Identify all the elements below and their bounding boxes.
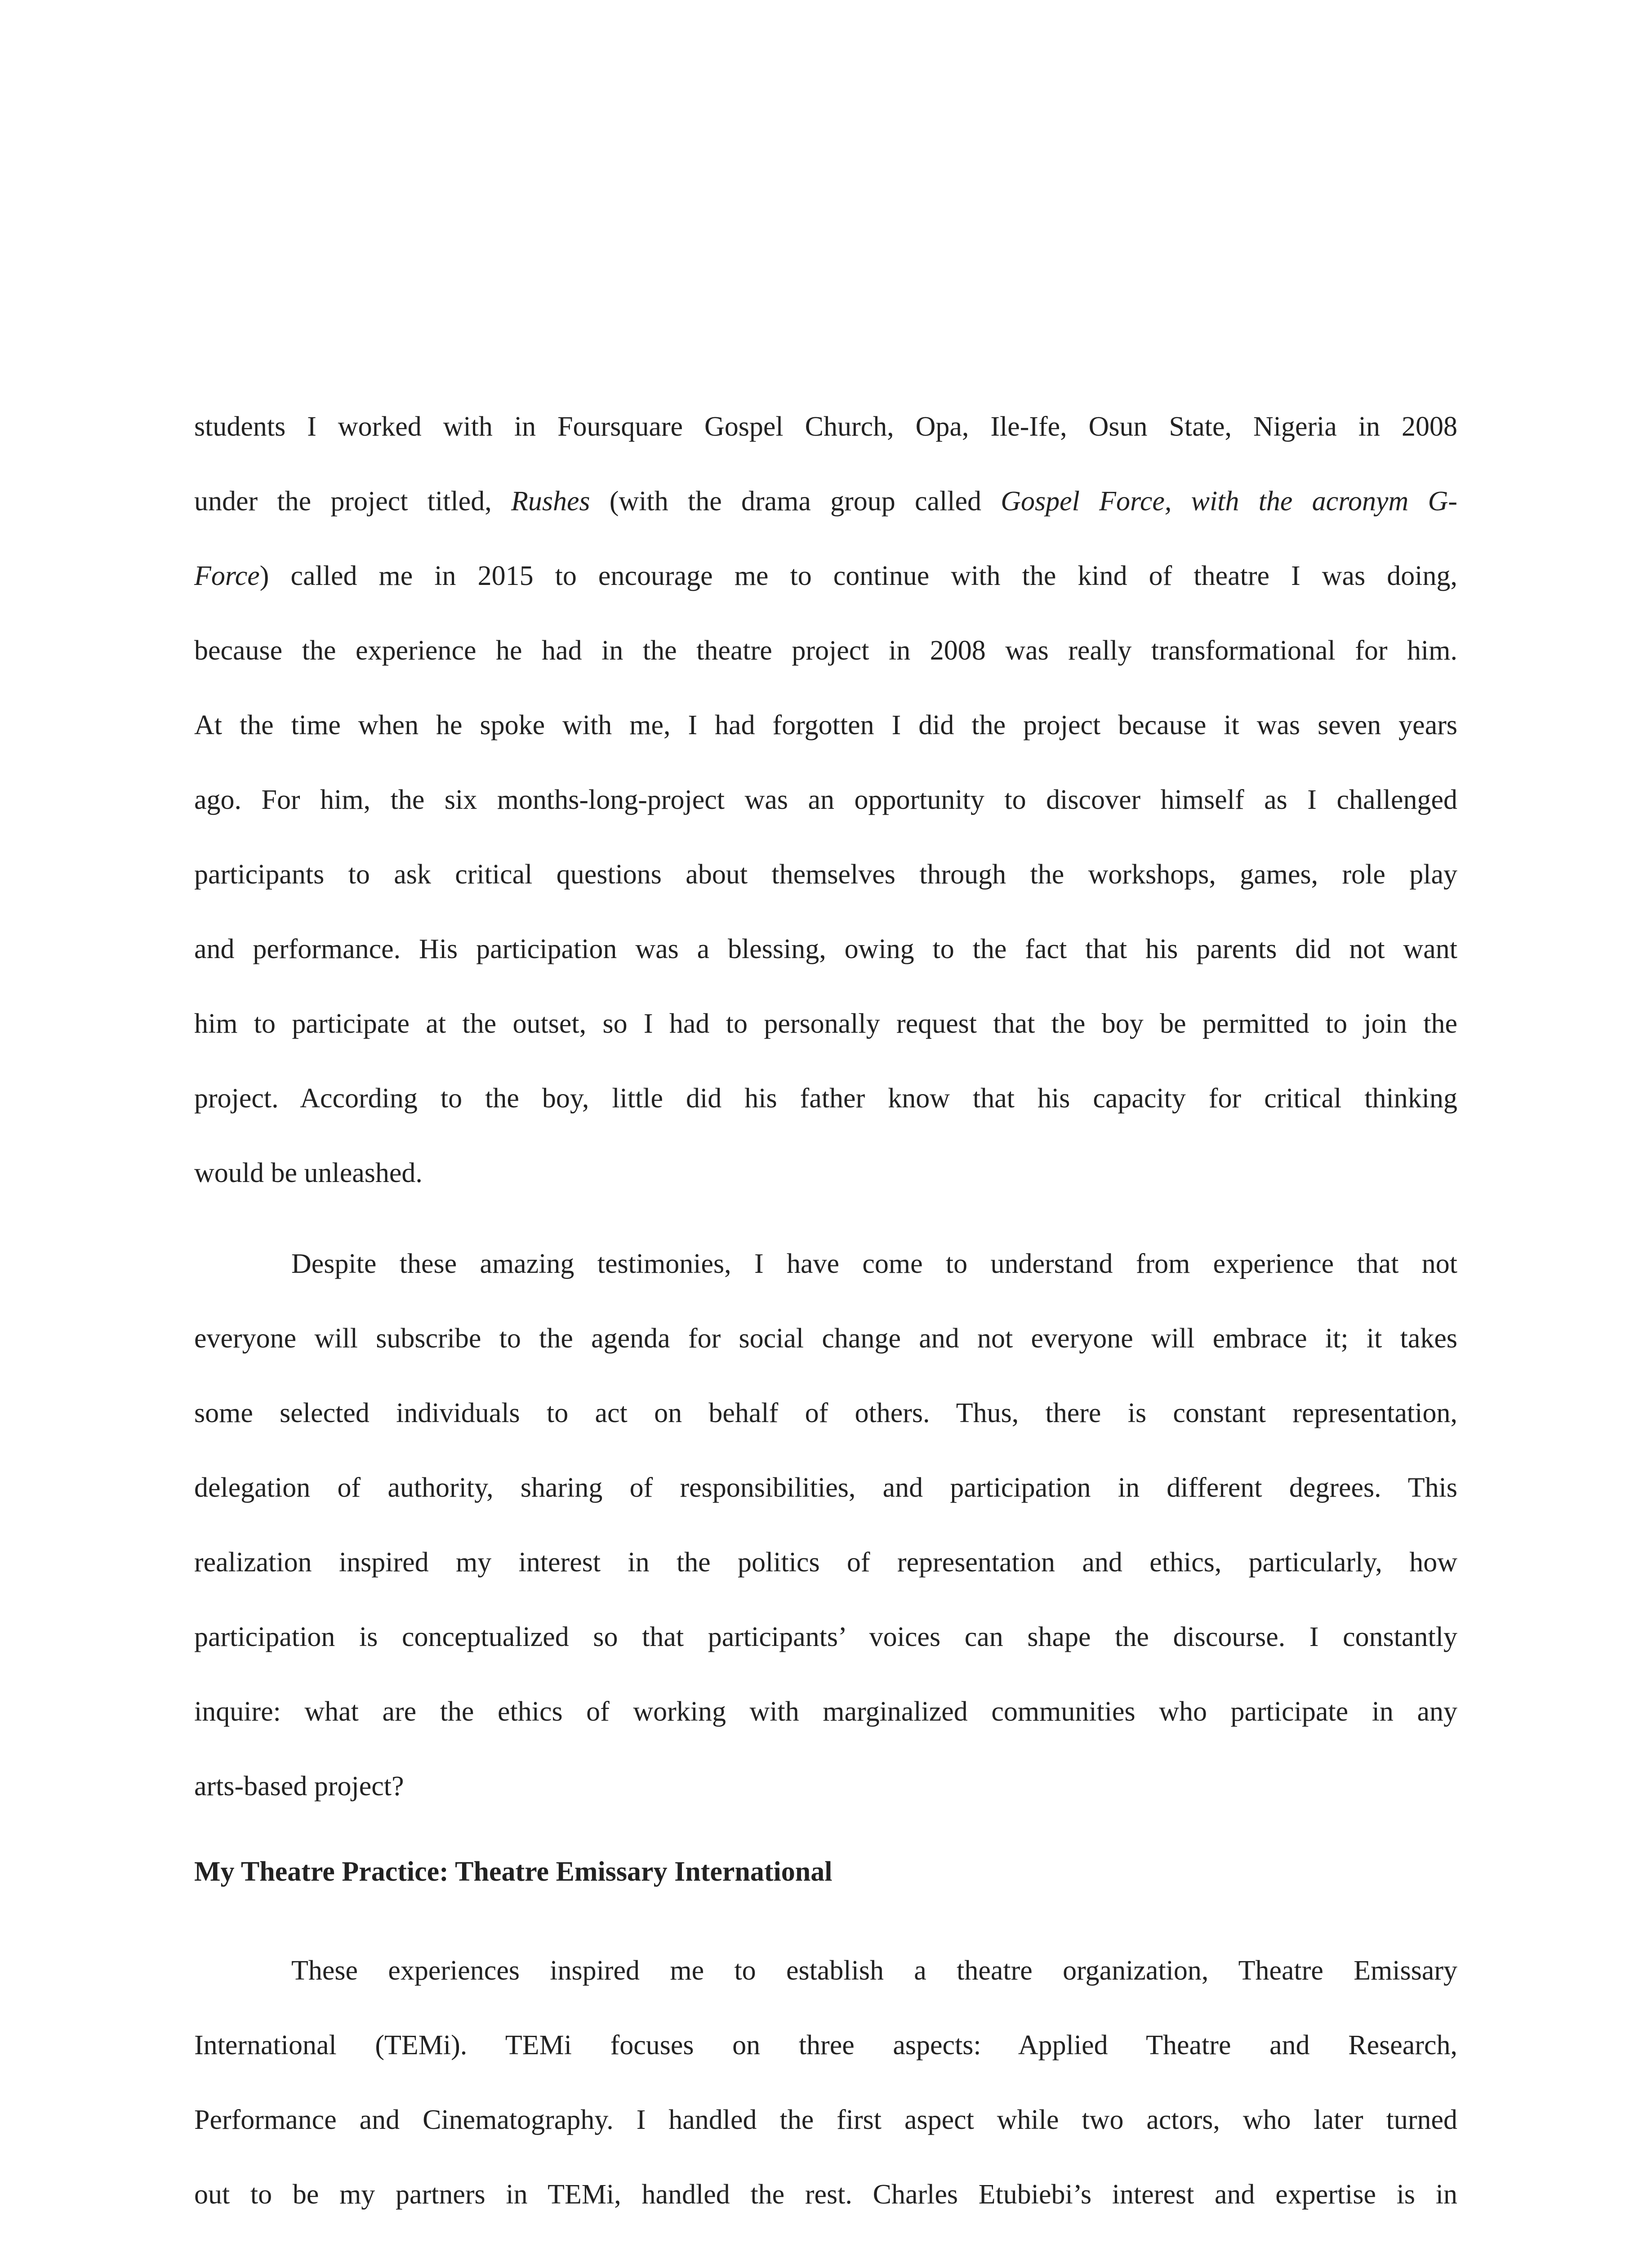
- text-line: participants to ask critical questions about themselves through the workshops, games, role play: [194, 859, 1457, 890]
- paragraph-1: [194, 389, 1457, 1210]
- text-line: inquire: what are the ethics of working with marginalized communities who participate in any: [194, 1696, 1457, 1727]
- text-line: project. According to the boy, little did his father know that his capacity for critical thinking: [194, 1083, 1457, 1114]
- paragraph-3: [194, 1933, 1457, 2232]
- section-heading-block: [194, 1834, 1457, 1909]
- text-line: and performance. His participation was a blessing, owing to the fact that his parents did not want: [194, 934, 1457, 964]
- text-line: International (TEMi). TEMi focuses on three aspects: Applied Theatre and Research,: [194, 2030, 1457, 2061]
- text-line: participation is conceptualized so that participants’ voices can shape the discourse. I constantly: [194, 1622, 1457, 1652]
- paragraph-2: [194, 1227, 1457, 1824]
- text-line: under the project titled, Rushes (with the drama group called Gospel Force, with the acronym G-: [194, 486, 1457, 517]
- text-line: everyone will subscribe to the agenda for social change and not everyone will embrace it; it takes: [194, 1323, 1457, 1354]
- text-line: Despite these amazing testimonies, I have come to understand from experience that not: [291, 1249, 1457, 1279]
- text-line: him to participate at the outset, so I had to personally request that the boy be permitted to join the: [194, 1008, 1457, 1039]
- text-line: Performance and Cinematography. I handled the first aspect while two actors, who later turned: [194, 2105, 1457, 2135]
- text-line: ago. For him, the six months-long-project was an opportunity to discover himself as I challenged: [194, 785, 1457, 815]
- text-line: At the time when he spoke with me, I had forgotten I did the project because it was seven years: [194, 710, 1457, 740]
- text-line: students I worked with in Foursquare Gospel Church, Opa, Ile-Ife, Osun State, Nigeria in 2008: [194, 411, 1457, 442]
- text-line: some selected individuals to act on behalf of others. Thus, there is constant representation,: [194, 1398, 1457, 1428]
- text-line: delegation of authority, sharing of responsibilities, and participation in different degrees. This: [194, 1472, 1457, 1503]
- text-line: These experiences inspired me to establish a theatre organization, Theatre Emissary: [291, 1955, 1457, 1986]
- text-line: realization inspired my interest in the politics of representation and ethics, particularly, how: [194, 1547, 1457, 1578]
- italic-title: Rushes: [511, 486, 590, 517]
- text-line: would be unleashed.: [194, 1158, 423, 1188]
- text-line: out to be my partners in TEMi, handled the rest. Charles Etubiebi’s interest and expertise is in: [194, 2179, 1457, 2210]
- text-line: arts-based project?: [194, 1771, 404, 1802]
- text-line: because the experience he had in the theatre project in 2008 was really transformational for him.: [194, 635, 1457, 666]
- italic-group-name: Gospel Force, with the acronym G-: [1001, 486, 1457, 517]
- text-line: Force) called me in 2015 to encourage me to continue with the kind of theatre I was doing,: [194, 561, 1457, 591]
- italic-group-name: Force: [194, 561, 260, 591]
- section-heading: My Theatre Practice: Theatre Emissary International: [194, 1856, 833, 1887]
